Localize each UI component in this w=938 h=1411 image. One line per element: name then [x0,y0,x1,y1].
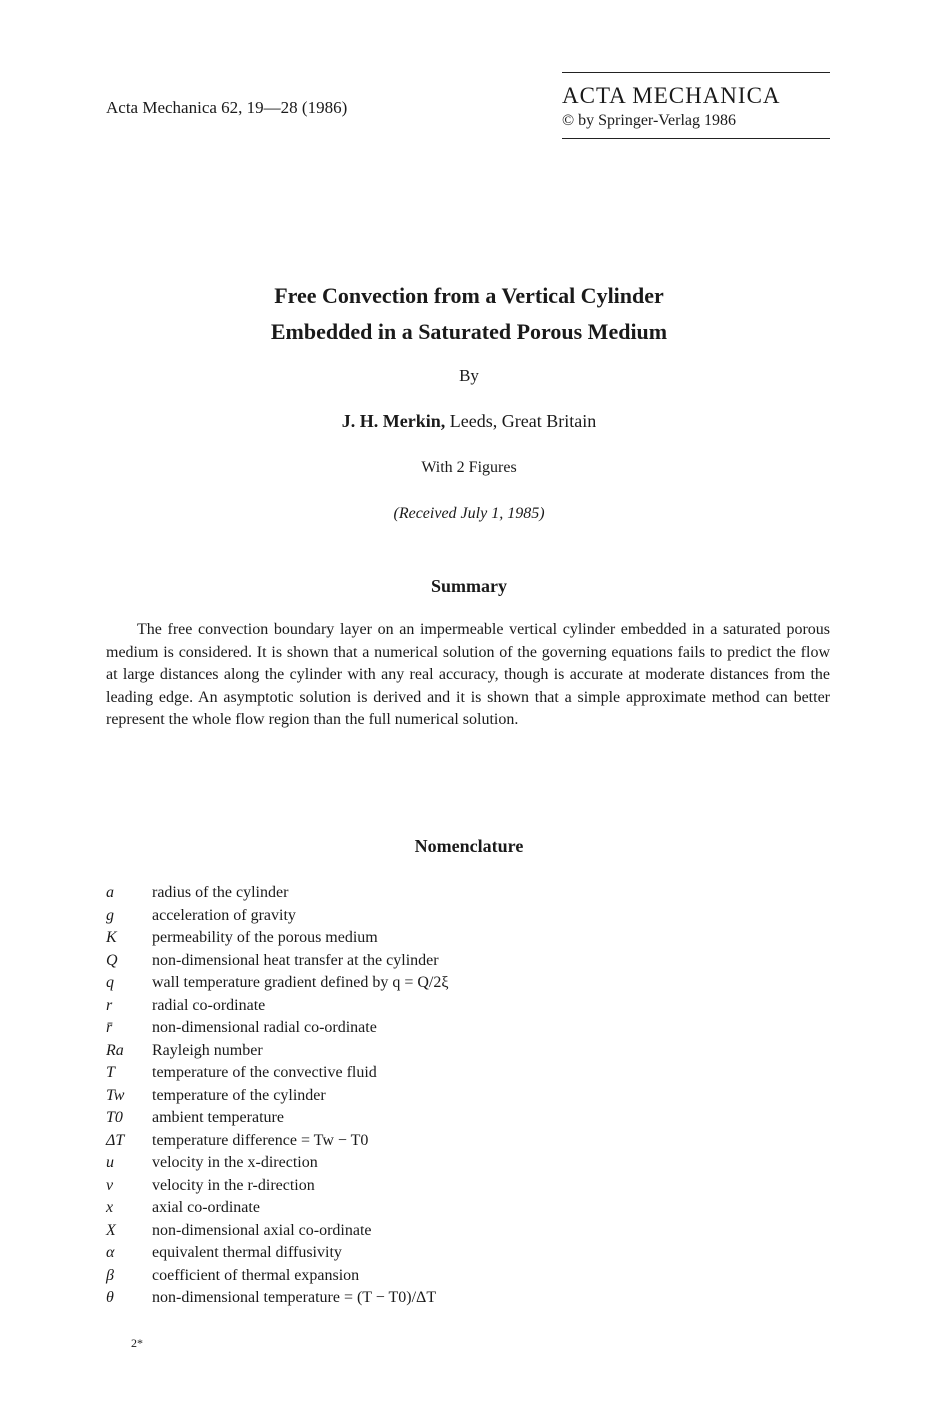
nomenclature-symbol: r̄ [106,1019,113,1036]
nomenclature-row [106,1287,806,1310]
nomenclature-row [106,905,806,928]
nomenclature-definition: wall temperature gradient defined by q = Q/2ξ [152,974,449,991]
author-name: J. H. Merkin, [341,411,446,431]
nomenclature-row [106,1040,806,1063]
nomenclature-symbol: q [106,974,114,991]
nomenclature-definition: radius of the cylinder [152,884,289,901]
nomenclature-symbol: r [106,996,113,1014]
journal-masthead [562,72,830,139]
nomenclature-row [106,1220,806,1243]
nomenclature-symbol: x [106,1199,114,1216]
author-location: Leeds, Great Britain [445,411,597,431]
nomenclature-symbol: T0 [106,1109,123,1126]
masthead-bottom-rule [562,138,830,139]
nomenclature-definition: acceleration of gravity [152,906,296,924]
nomenclature-row [106,972,806,995]
nomenclature-row [106,1107,806,1130]
nomenclature-definition: ambient temperature [152,1109,284,1126]
nomenclature-definition: non-dimensional radial co-ordinate [152,1019,377,1036]
nomenclature-symbol: ΔT [106,1131,125,1149]
nomenclature-definition: coefficient of thermal expansion [152,1266,360,1284]
byline-label: By [459,366,479,385]
nomenclature-symbol: g [106,906,114,924]
received-date: (Received July 1, 1985) [393,505,545,522]
summary-text: The free convection boundary layer on an impermeable vertical cylinder embedded in a saturated porous medium is considered. It is shown that a numerical solution of the governing equations fails to predict the flow at large distances along the cylinder with any real accuracy, though is accurate at moderate distances from the leading edge. An asymptotic solution is derived and it is shown that a simple approximate method can better represent the whole flow region than the full numerical solution. [106,621,830,729]
nomenclature-row [106,1085,806,1108]
nomenclature-row [106,1197,806,1220]
nomenclature-definition: temperature of the convective fluid [152,1064,377,1081]
nomenclature-symbol: a [106,884,114,901]
nomenclature-symbol: u [106,1154,114,1171]
nomenclature-row [106,1242,806,1265]
nomenclature-row [106,1152,806,1175]
article-title [0,278,938,350]
journal-name: ACTA MECHANICA [562,83,781,108]
nomenclature-heading: Nomenclature [414,836,524,856]
nomenclature-row [106,1017,806,1040]
nomenclature-symbol: β [106,1266,114,1284]
nomenclature-row [106,1175,806,1198]
nomenclature-row [106,927,806,950]
masthead-top-rule [562,72,830,73]
figure-count: With 2 Figures [421,459,517,476]
nomenclature-row [106,882,806,905]
nomenclature-symbol: T [106,1064,115,1081]
nomenclature-symbol: θ [106,1289,114,1306]
page-folio: 2* [131,1336,143,1350]
nomenclature-definition: velocity in the r-direction [152,1176,315,1194]
nomenclature-symbol: Q [106,951,118,969]
nomenclature-definition: non-dimensional heat transfer at the cylinder [152,951,439,969]
nomenclature-row [106,995,806,1018]
nomenclature-definition: velocity in the x-direction [152,1154,318,1171]
journal-citation: Acta Mechanica 62, 19—28 (1986) [106,98,348,117]
copyright-notice: © by Springer-Verlag 1986 [562,112,737,129]
nomenclature-symbol: v [106,1176,114,1194]
nomenclature-row [106,1130,806,1153]
nomenclature-symbol: X [106,1221,116,1239]
nomenclature-symbol: α [106,1244,115,1261]
author-line [0,411,938,432]
nomenclature-definition: radial co-ordinate [152,996,266,1014]
nomenclature-row [106,1062,806,1085]
nomenclature-definition: Rayleigh number [152,1041,263,1059]
summary-heading: Summary [431,576,507,596]
nomenclature-row [106,950,806,973]
nomenclature-list [106,882,806,1310]
nomenclature-symbol: Tw [106,1086,125,1104]
nomenclature-definition: permeability of the porous medium [152,929,378,946]
nomenclature-definition: temperature difference = Tw − T0 [152,1131,369,1149]
nomenclature-symbol: Ra [106,1041,124,1059]
nomenclature-definition: temperature of the cylinder [152,1086,326,1104]
nomenclature-symbol: K [106,929,117,946]
nomenclature-definition: equivalent thermal diffusivity [152,1244,342,1261]
nomenclature-definition: non-dimensional axial co-ordinate [152,1221,372,1239]
title-line-1: Free Convection from a Vertical Cylinder [274,283,664,308]
nomenclature-row [106,1265,806,1288]
title-line-2: Embedded in a Saturated Porous Medium [270,319,668,344]
nomenclature-definition: non-dimensional temperature = (T − T0)/ΔT [152,1289,437,1306]
nomenclature-definition: axial co-ordinate [152,1199,260,1216]
